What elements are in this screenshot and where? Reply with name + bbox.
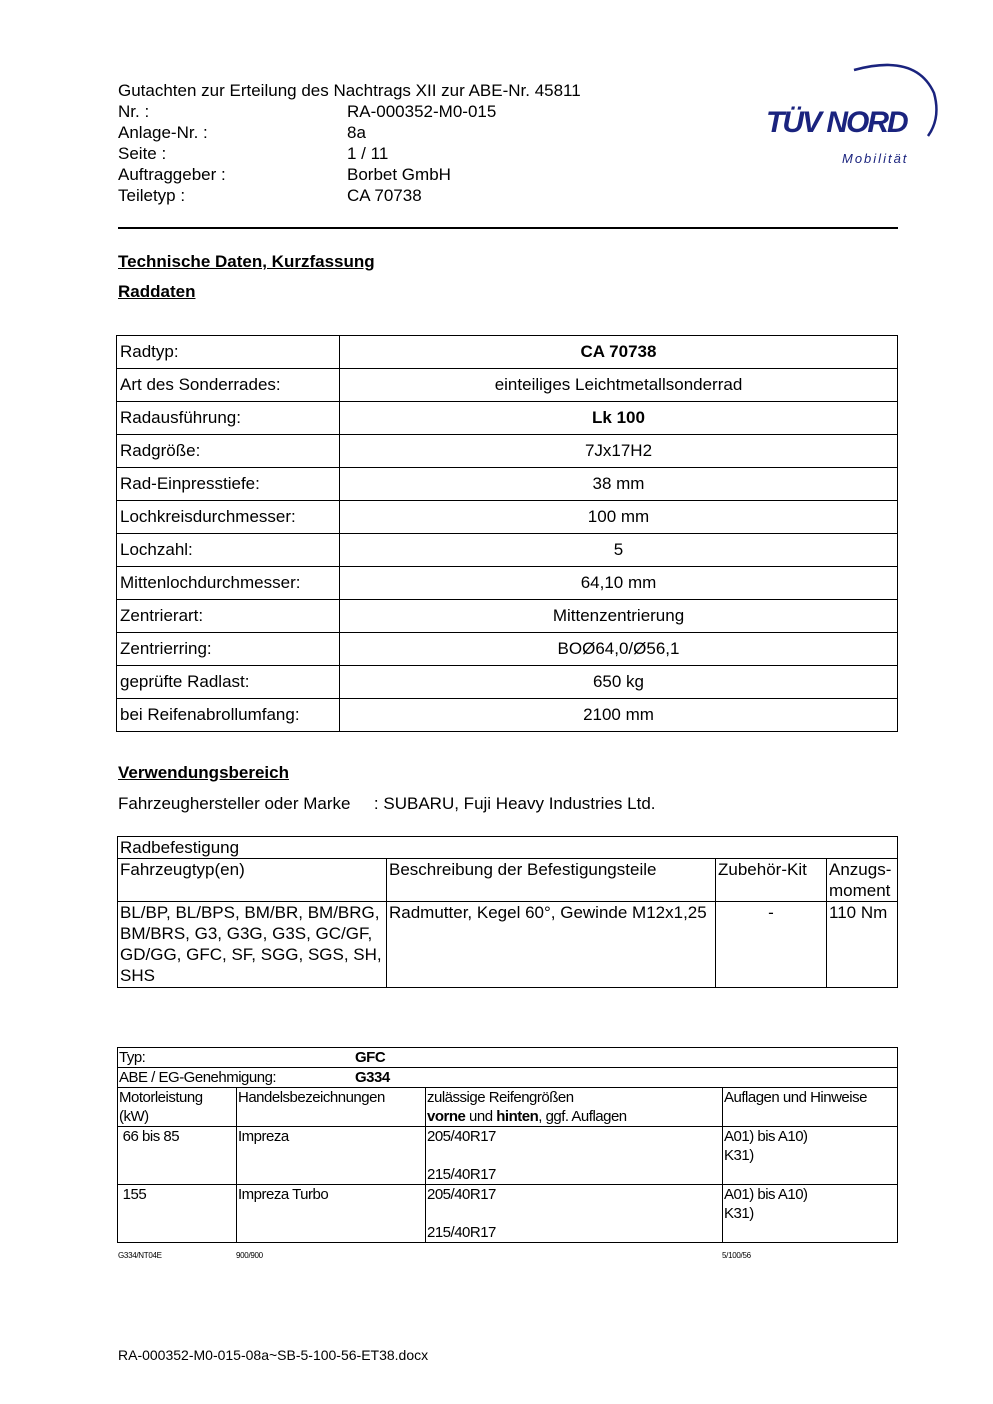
spec-key: Art des Sonderrades: xyxy=(117,369,340,402)
abe-row xyxy=(118,1068,898,1088)
col-header-tyres xyxy=(426,1088,723,1127)
table-row xyxy=(117,567,898,600)
power-text: 66 bis 85 xyxy=(122,1128,180,1145)
abe-label: ABE / EG-Genehmigung: xyxy=(119,1069,277,1086)
abe-value: G334 xyxy=(355,1069,390,1086)
tyre-sizes xyxy=(426,1185,723,1243)
spec-value: 38 mm xyxy=(340,468,898,501)
table-row xyxy=(117,633,898,666)
spec-value: Mittenzentrierung xyxy=(340,600,898,633)
table-footnote-a: G334/NT04E xyxy=(118,1251,162,1260)
table-row xyxy=(118,1068,898,1088)
table-row xyxy=(118,1185,898,1243)
tyres-header-line1: zulässige Reifengrößen xyxy=(427,1089,574,1106)
header-row-auftraggeber xyxy=(118,164,581,185)
table-row xyxy=(118,902,898,988)
header-value: RA-000352-M0-015 xyxy=(347,102,497,121)
spec-value: 2100 mm xyxy=(340,699,898,732)
spec-key: Zentrierart: xyxy=(117,600,340,633)
header-value: 1 / 11 xyxy=(347,144,389,163)
col-header-trade: Handelsbezeichnungen xyxy=(237,1088,426,1127)
spec-key: Lochkreisdurchmesser: xyxy=(117,501,340,534)
table-row xyxy=(117,336,898,369)
tyres-header-line2 xyxy=(427,1107,721,1126)
spec-key: bei Reifenabrollumfang: xyxy=(117,699,340,732)
manufacturer-line xyxy=(118,794,656,814)
spec-key: Lochzahl: xyxy=(117,534,340,567)
document-filename: RA-000352-M0-015-08a~SB-5-100-56-ET38.docx xyxy=(118,1347,429,1363)
trade-name: Impreza xyxy=(237,1127,426,1185)
spec-value: Lk 100 xyxy=(340,402,898,435)
tyre-size: 215/40R17 xyxy=(427,1224,496,1241)
note: K31) xyxy=(724,1147,754,1164)
spec-value: einteiliges Leichtmetallsonderrad xyxy=(340,369,898,402)
typ-label: Typ: xyxy=(119,1049,146,1066)
header-label: Teiletyp : xyxy=(118,186,186,205)
tyres-notes: , ggf. Auflagen xyxy=(538,1108,627,1125)
col-header: Beschreibung der Befestigungsteile xyxy=(387,859,716,902)
typ-row xyxy=(118,1048,898,1068)
spec-key: Radtyp: xyxy=(117,336,340,369)
vehicle-types: BL/BP, BL/BPS, BM/BR, BM/BRG, BM/BRS, G3, G3G, G3S, GC/GF, GD/GG, GFC, SF, SGG, SGS, SH, SHS xyxy=(118,902,387,988)
tyres-and: und xyxy=(465,1108,497,1125)
manufacturer-label: Fahrzeughersteller oder Marke xyxy=(118,794,351,813)
col-header: Fahrzeugtyp(en) xyxy=(118,859,387,902)
col-header-notes: Auflagen und Hinweise xyxy=(723,1088,898,1127)
accessory-kit: - xyxy=(716,902,827,988)
table-row xyxy=(117,402,898,435)
radbefestigung-title: Radbefestigung xyxy=(118,837,898,859)
note: K31) xyxy=(724,1205,754,1222)
spec-value: 5 xyxy=(340,534,898,567)
power-text: 155 xyxy=(122,1186,147,1203)
spec-key: Radgröße: xyxy=(117,435,340,468)
spec-key: Zentrierring: xyxy=(117,633,340,666)
manufacturer-value: SUBARU, Fuji Heavy Industries Ltd. xyxy=(383,794,656,813)
header-row-seite xyxy=(118,143,581,164)
document-header xyxy=(118,80,581,206)
tyre-size: 215/40R17 xyxy=(427,1166,496,1183)
header-value: Borbet GmbH xyxy=(347,165,451,184)
tyres-rear: hinten xyxy=(496,1108,539,1125)
radbefestigung-table xyxy=(117,836,898,988)
power-value xyxy=(118,1127,237,1185)
header-divider xyxy=(118,227,898,229)
table-footnote-c: 5/100/56 xyxy=(722,1251,751,1260)
logo-brand: TÜV NORD xyxy=(766,106,907,139)
table-header-row xyxy=(118,859,898,902)
header-value: CA 70738 xyxy=(347,186,422,205)
logo-subtitle: Mobilität xyxy=(842,151,909,166)
table-row xyxy=(117,534,898,567)
spec-value: BOØ64,0/Ø56,1 xyxy=(340,633,898,666)
wheel-spec-table xyxy=(116,335,898,732)
table-footnote-b: 900/900 xyxy=(236,1251,263,1260)
spec-value: 64,10 mm xyxy=(340,567,898,600)
header-label: Anlage-Nr. : xyxy=(118,123,208,142)
table-row xyxy=(117,501,898,534)
spec-key: Mittenlochdurchmesser: xyxy=(117,567,340,600)
notes xyxy=(723,1185,898,1243)
spec-value: 650 kg xyxy=(340,666,898,699)
spec-key: Rad-Einpresstiefe: xyxy=(117,468,340,501)
power-value xyxy=(118,1185,237,1243)
trade-name: Impreza Turbo xyxy=(237,1185,426,1243)
note: A01) bis A10) xyxy=(724,1128,808,1145)
fastener-desc: Radmutter, Kegel 60°, Gewinde M12x1,25 xyxy=(387,902,716,988)
tyres-front: vorne xyxy=(427,1108,466,1125)
manufacturer-sep: : xyxy=(373,794,379,813)
table-row xyxy=(118,1127,898,1185)
table-row xyxy=(118,837,898,859)
table-row xyxy=(117,666,898,699)
section-tech-heading: Technische Daten, Kurzfassung xyxy=(118,252,375,271)
header-value: 8a xyxy=(347,123,366,142)
header-label: Auftraggeber : xyxy=(118,165,226,184)
table-row xyxy=(117,468,898,501)
col-header-power: Motorleistung (kW) xyxy=(118,1088,237,1127)
tyre-size: 205/40R17 xyxy=(427,1128,496,1145)
table-header-row xyxy=(118,1088,898,1127)
note: A01) bis A10) xyxy=(724,1186,808,1203)
col-header: Anzugs-moment xyxy=(827,859,898,902)
vehicle-type-table xyxy=(117,1047,898,1243)
table-row xyxy=(117,369,898,402)
header-label: Seite : xyxy=(118,144,167,163)
col-header: Zubehör-Kit xyxy=(716,859,827,902)
section-verwendung-heading: Verwendungsbereich xyxy=(118,763,289,782)
table-row xyxy=(118,1048,898,1068)
report-title: Gutachten zur Erteilung des Nachtrags XII zur ABE-Nr. 45811 xyxy=(118,81,581,100)
torque: 110 Nm xyxy=(827,902,898,988)
spec-value: CA 70738 xyxy=(340,336,898,369)
tuv-nord-logo xyxy=(766,58,941,170)
spec-value: 7Jx17H2 xyxy=(340,435,898,468)
section-raddaten-heading: Raddaten xyxy=(118,282,196,301)
header-row-teiletyp xyxy=(118,185,581,206)
table-row xyxy=(117,699,898,732)
spec-key: Radausführung: xyxy=(117,402,340,435)
table-row xyxy=(117,600,898,633)
header-label: Nr. : xyxy=(118,102,150,121)
tyre-sizes xyxy=(426,1127,723,1185)
header-row-anlage xyxy=(118,122,581,143)
header-row-nr xyxy=(118,101,581,122)
spec-value: 100 mm xyxy=(340,501,898,534)
typ-value: GFC xyxy=(355,1049,386,1066)
spec-key: geprüfte Radlast: xyxy=(117,666,340,699)
tyre-size: 205/40R17 xyxy=(427,1186,496,1203)
table-row xyxy=(117,435,898,468)
notes xyxy=(723,1127,898,1185)
